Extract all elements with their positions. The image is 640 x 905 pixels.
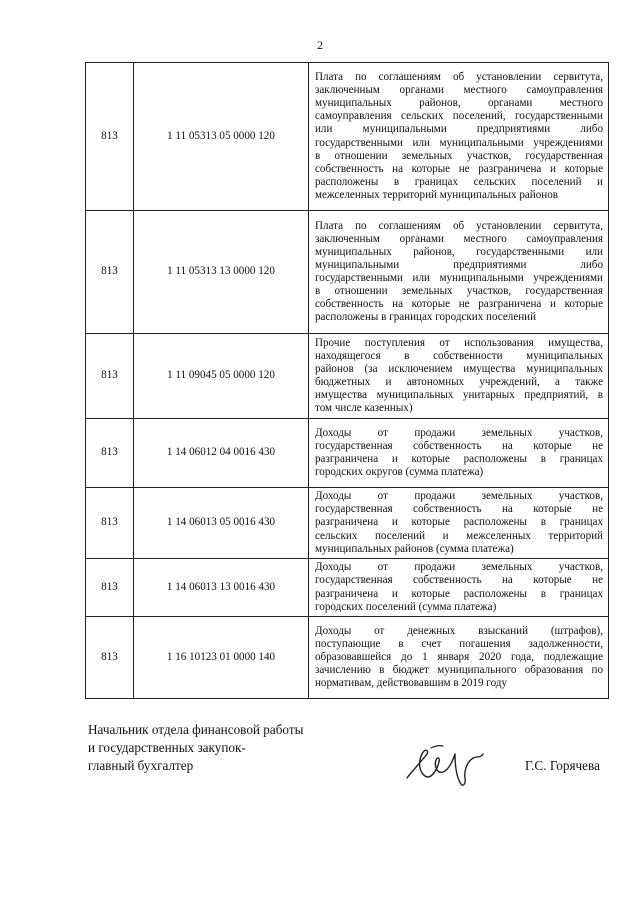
admin-code-cell: 813: [86, 488, 134, 559]
signatory-position: Начальник отдела финансовой работы и государственных закупок- главный бухгалтер: [88, 722, 304, 773]
table-row: [86, 211, 609, 334]
income-code-cell: 1 16 10123 01 0000 140: [134, 617, 309, 699]
income-code-cell: 1 14 06013 05 0016 430: [134, 488, 309, 559]
income-name-cell: Доходы от продажи земельных участков, государственная собственность на которые не разграничена и которые расположены в границах сельских поселений и межселенных территорий муниципальных районов (сумма платежа): [309, 488, 609, 559]
table-row: [86, 419, 609, 488]
table-row: [86, 488, 609, 559]
page-number: 2: [317, 38, 323, 52]
table-row: [86, 63, 609, 211]
admin-code-cell: 813: [86, 419, 134, 488]
admin-code-cell: 813: [86, 559, 134, 617]
income-code-cell: 1 11 05313 13 0000 120: [134, 211, 309, 334]
table-row: [86, 617, 609, 699]
table-row: [86, 334, 609, 419]
admin-code-cell: 813: [86, 334, 134, 419]
income-code-cell: 1 14 06012 04 0016 430: [134, 419, 309, 488]
admin-code-cell: 813: [86, 617, 134, 699]
handwritten-signature: [403, 740, 488, 790]
signatory-name: Г.С. Горячева: [525, 758, 600, 773]
income-name-cell: Доходы от продажи земельных участков, государственная собственность на которые не разграничена и которые расположены в границах городских поселений (сумма платежа): [309, 559, 609, 617]
income-name-cell: Доходы от продажи земельных участков, государственная собственность на которые не разграничена и которые расположены в границах городских округов (сумма платежа): [309, 419, 609, 488]
income-name-cell: Прочие поступления от использования имущества, находящегося в собственности муниципальных районов (за исключением имущества муниципальных бюджетных и автономных учреждений, а также имущества муниципальных унитарных предприятий, в том числе казенных): [309, 334, 609, 419]
income-name-cell: Плата по соглашениям об установлении сервитута, заключенным органами местного самоуправления муниципальных районов, государственными или муниципальными предприятиями либо государственными или муниципальными учреждениями в отношении земельных участков, государственная собственность на которые не разграничена и которые расположены в границах городских поселений: [309, 211, 609, 334]
income-name-cell: Доходы от денежных взысканий (штрафов), поступающие в счет погашения задолженности, образовавшейся до 1 января 2020 года, подлежащие зачислению в бюджет муниципального образования по нормативам, действовавшим в 2019 году: [309, 617, 609, 699]
income-code-cell: 1 11 09045 05 0000 120: [134, 334, 309, 419]
admin-code-cell: 813: [86, 211, 134, 334]
admin-code-cell: 813: [86, 63, 134, 211]
income-code-cell: 1 14 06013 13 0016 430: [134, 559, 309, 617]
income-codes-table: [85, 62, 609, 699]
income-code-cell: 1 11 05313 05 0000 120: [134, 63, 309, 211]
income-name-cell: Плата по соглашениям об установлении сервитута, заключенным органами местного самоуправления муниципальных районов, органами местного самоуправления сельских поселений, государственными или муниципальными предприятиями либо государственными или муниципальными учреждениями в отношении земельных участков, государственная собственность на которые не разграничена и которые расположены в границах сельских поселений и межселенных территорий муниципальных районов: [309, 63, 609, 211]
table-row: [86, 559, 609, 617]
